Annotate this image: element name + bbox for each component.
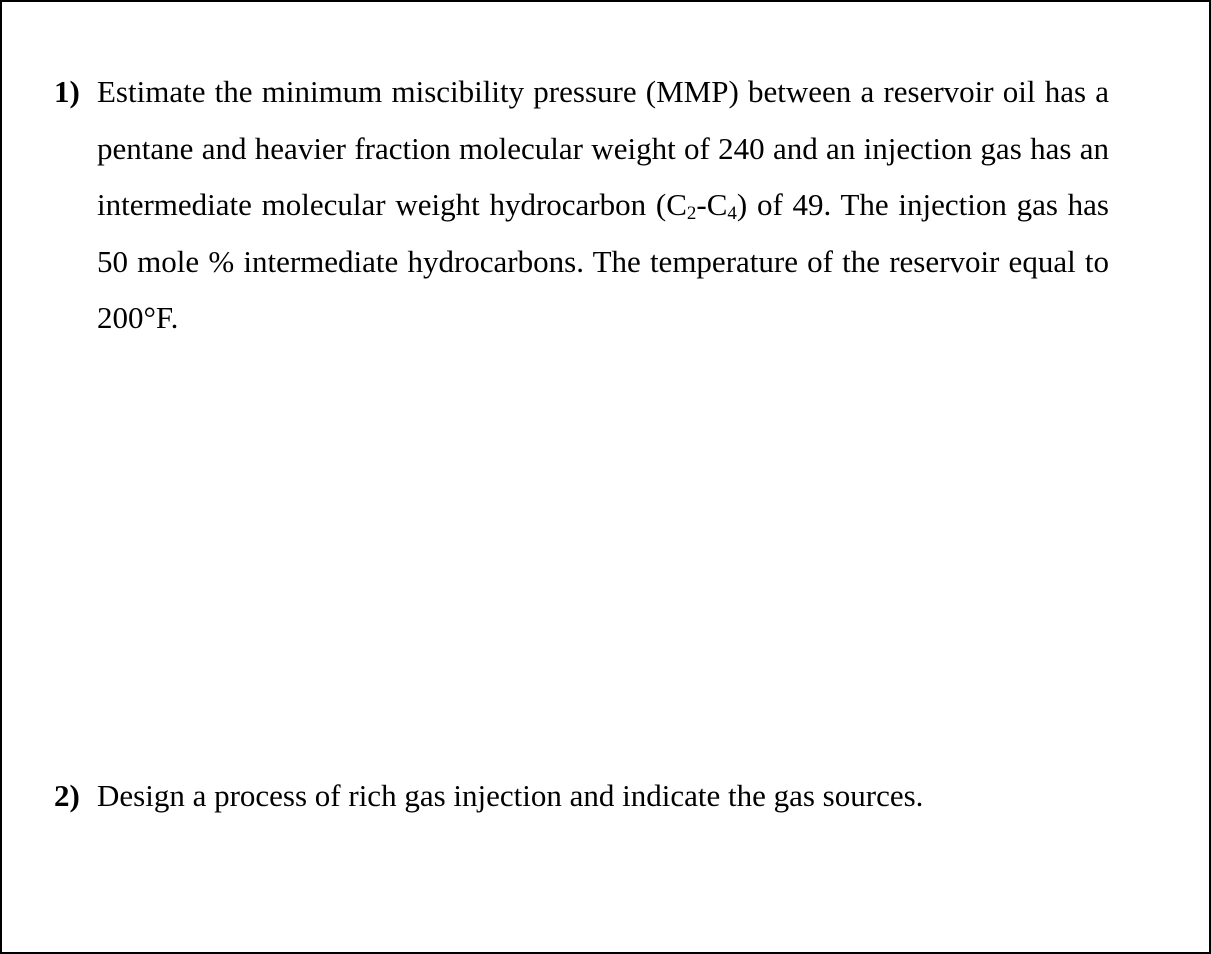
question-1 — [54, 64, 1109, 347]
question-text: Design a process of rich gas injection and indicate the gas sources. — [97, 778, 924, 813]
question-text-part: Estimate the minimum miscibility pressure (MMP) between a reservoir oil has a pentane and heavier fraction molecular weight of 240 and an injection gas has an intermediate molecular weight hydrocarbon (C — [97, 74, 1109, 222]
question-number: 2) — [54, 778, 80, 813]
question-text-part: -C — [696, 187, 728, 222]
question-2 — [54, 768, 1109, 825]
question-text-part: ) of 49. The injection gas has 50 mole % intermediate hydrocarbons. The temperature of the reservoir equal to 200°F. — [97, 187, 1110, 335]
question-number: 1) — [54, 74, 80, 109]
subscript: 2 — [686, 203, 697, 224]
subscript: 4 — [727, 203, 737, 224]
question-text — [97, 64, 1109, 347]
